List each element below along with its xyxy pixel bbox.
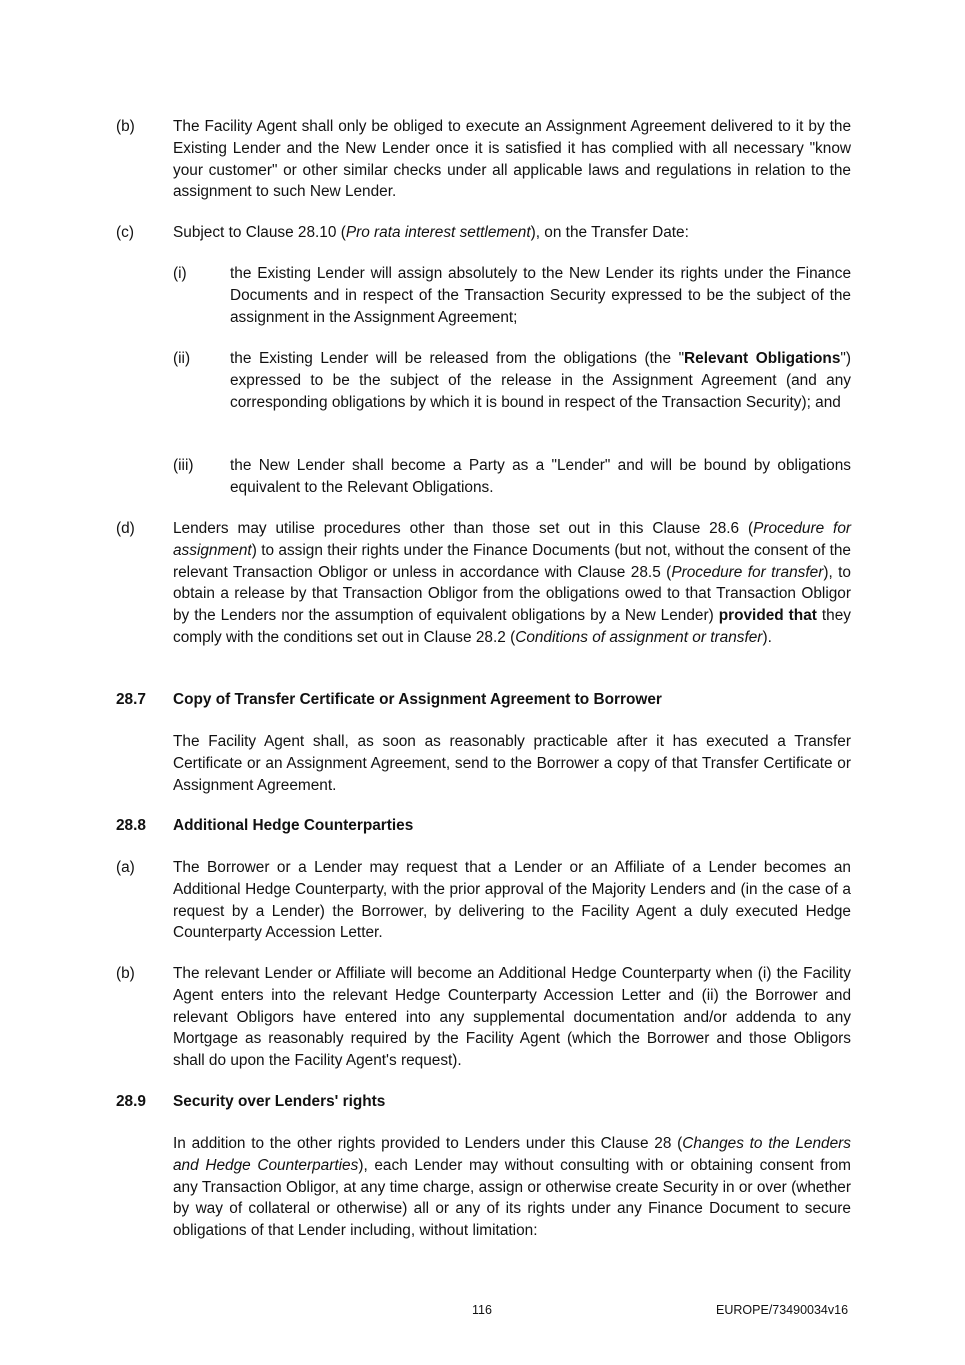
section-number-28-8: 28.8 <box>116 817 146 834</box>
subclause-iii-text <box>230 455 851 499</box>
text-run: ), to obtain a release by that Transaction Obligor from the obligations owed to that Transaction Obligor by the Lenders nor the assumption of equivalent obligations by a New Lender) <box>173 563 851 625</box>
text-run: Lenders may utilise procedures other than those set out in this Clause 28.6 ( <box>173 520 754 537</box>
clause-label-d: (d) <box>116 520 135 537</box>
section-number-28-7: 28.7 <box>116 691 146 708</box>
italic-text-run: Pro rata interest settlement <box>345 224 531 241</box>
text-run: The relevant Lender or Affiliate will become an Additional Hedge Counterparty when (i) the Facility Agent enters into the relevant Hedge Counterparty Accession Letter and (ii) the Borrower and relevant Obligors have entered into any supplemental documentation and/or addenda to any Mortgage as reasonably required by the Facility Agent (which the Borrower and those Obligors shall do upon the Facility Agent's request). <box>173 965 851 1070</box>
subclause-ii-text <box>230 348 851 413</box>
document-reference: EUROPE/73490034v16 <box>716 1303 849 1317</box>
text-run: ) to assign their rights under the Finance Documents (but not, without the consent of the relevant Transaction Obligor or unless in accordance with Clause 28.5 ( <box>173 541 851 581</box>
italic-text-run: Procedure for transfer <box>671 563 824 581</box>
section-28-7-text <box>173 731 851 796</box>
text-run: the Existing Lender will assign absolutely to the New Lender its rights under the Finance Documents and in respect of the Transaction Security expressed to be the subject of the assignment in the Assignment Agreement; <box>230 265 851 326</box>
text-run: Subject to Clause 28.10 ( <box>173 224 346 241</box>
section-28-9-text <box>173 1133 851 1242</box>
text-run: ") expressed to be the subject of the release in the Assignment Agreement (and any corresponding obligations by which it is bound in respect of the Transaction Security); and <box>230 350 851 411</box>
clause-28-8-a-text <box>173 857 851 944</box>
italic-text-run: Procedure for assignment <box>173 520 852 559</box>
clause-label-28-8-b: (b) <box>116 965 135 982</box>
clause-b-text <box>173 116 851 203</box>
text-run: ), on the Transfer Date: <box>530 224 689 241</box>
subclause-label-iii: (iii) <box>173 457 194 474</box>
italic-text-run: Changes to the Lenders and Hedge Counterparties <box>173 1135 851 1174</box>
italic-text-run: Conditions of assignment or transfer <box>515 628 763 646</box>
subclause-i-text <box>230 263 851 328</box>
section-title-28-9: Security over Lenders' rights <box>173 1093 386 1110</box>
text-run: they comply with the conditions set out in Clause 28.2 ( <box>173 607 851 646</box>
clause-d-text <box>173 518 851 649</box>
text-run: In addition to the other rights provided to Lenders under this Clause 28 ( <box>173 1135 683 1152</box>
clause-label-c: (c) <box>116 224 134 241</box>
text-run: The Facility Agent shall, as soon as reasonably practicable after it has executed a Transfer Certificate or an Assignment Agreement, send to the Borrower a copy of that Transfer Certificate or Assignment Agreement. <box>173 733 851 794</box>
clause-label-b: (b) <box>116 118 135 135</box>
bold-text-run: provided that <box>718 607 817 625</box>
clause-28-8-b-text <box>173 963 851 1072</box>
section-title-28-8: Additional Hedge Counterparties <box>173 817 414 834</box>
clause-label-28-8-a: (a) <box>116 859 135 876</box>
section-title-28-7: Copy of Transfer Certificate or Assignment Agreement to Borrower <box>173 691 662 708</box>
text-run: ). <box>762 628 772 646</box>
clause-c-text <box>173 222 851 244</box>
text-run: the Existing Lender will be released from the obligations (the " <box>230 350 685 367</box>
section-number-28-9: 28.9 <box>116 1093 146 1110</box>
text-run: ), each Lender may without consulting with or obtaining consent from any Transaction Obligor, at any time charge, assign or otherwise create Security in or over (whether by way of collateral or otherwise) all or any of its rights under any Finance Document to secure obligations of that Lender including, without limitation: <box>173 1156 851 1240</box>
page-number: 116 <box>472 1303 492 1317</box>
text-run: the New Lender shall become a Party as a "Lender" and will be bound by obligations equivalent to the Relevant Obligations. <box>230 457 851 496</box>
text-run: The Borrower or a Lender may request that a Lender or an Affiliate of a Lender becomes an Additional Hedge Counterparty, with the prior approval of the Majority Lenders and (in the case of a request by a Lender) the Borrower, by delivering to the Facility Agent a duly executed Hedge Counterparty Accession Letter. <box>173 859 851 942</box>
bold-text-run: Relevant Obligations <box>684 350 841 367</box>
text-run: The Facility Agent shall only be obliged to execute an Assignment Agreement delivered to it by the Existing Lender and the New Lender once it is satisfied it has complied with all necessary "know your customer" or other similar checks under all applicable laws and regulations in relation to the assignment to such New Lender. <box>173 118 851 201</box>
subclause-label-i: (i) <box>173 265 187 282</box>
subclause-label-ii: (ii) <box>173 350 191 367</box>
